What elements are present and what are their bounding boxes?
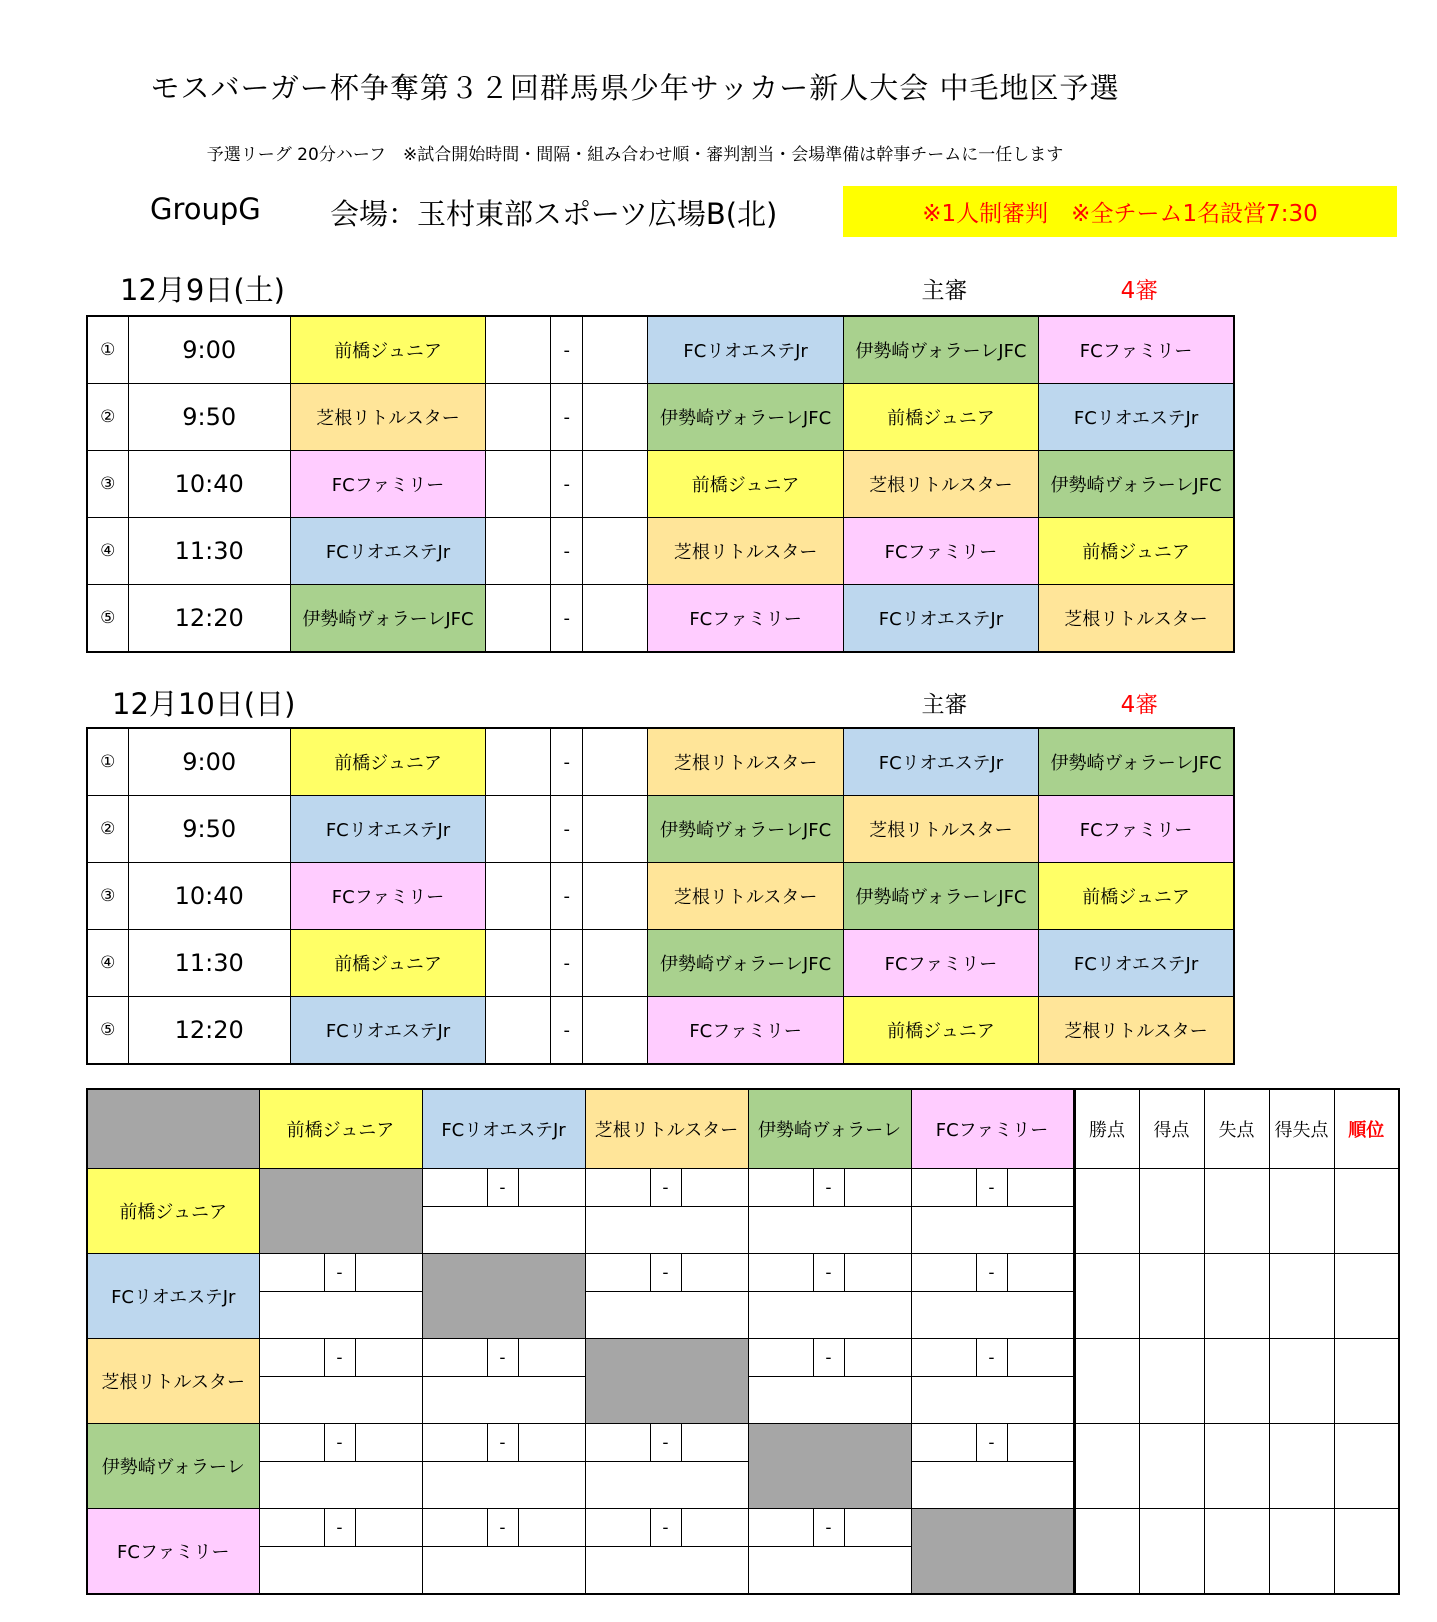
fourth-official-team: FCリオエステJr <box>1039 384 1234 451</box>
fourth-official-team: 前橋ジュニア <box>1039 863 1234 930</box>
away-team: 芝根リトルスター <box>648 518 843 585</box>
match-number: ① <box>87 316 128 384</box>
result-mark <box>423 1377 585 1423</box>
score-separator: - <box>977 1339 1008 1376</box>
league-team-row <box>87 1169 1399 1254</box>
home-team: FCファミリー <box>290 451 485 518</box>
match-time: 9:00 <box>128 728 290 796</box>
league-corner-cell <box>87 1089 259 1169</box>
league-stat-cell <box>1204 1509 1269 1595</box>
home-score <box>486 316 551 384</box>
match-number: ④ <box>87 518 128 585</box>
league-stat-cell <box>1074 1424 1139 1509</box>
league-standings-table <box>86 1088 1400 1595</box>
score-separator: - <box>551 863 583 930</box>
score-for <box>749 1509 814 1546</box>
away-score <box>583 796 648 863</box>
venue-label: 会場：玉村東部スポーツ広場B(北) <box>330 197 778 231</box>
score-for <box>260 1339 325 1376</box>
league-stat-cell <box>1334 1169 1399 1254</box>
league-self-cell <box>422 1254 585 1339</box>
league-stat-cell <box>1139 1339 1204 1424</box>
fourth-official-team: 前橋ジュニア <box>1039 518 1234 585</box>
match-row <box>87 930 1234 997</box>
score-for <box>749 1254 814 1291</box>
league-row-team: 芝根リトルスター <box>87 1339 259 1424</box>
league-stat-cell <box>1269 1509 1334 1595</box>
subtitle: 予選リーグ 20分ハーフ ※試合開始時間・間隔・組み合わせ順・審判割当・会場準備は幹事チームに一任します <box>206 145 1064 165</box>
home-score <box>486 796 551 863</box>
league-result-cell <box>259 1339 422 1424</box>
league-self-cell <box>911 1509 1074 1595</box>
fourth-official-team: 芝根リトルスター <box>1039 997 1234 1065</box>
score-against <box>356 1339 422 1376</box>
score-against <box>356 1254 422 1291</box>
score-separator: - <box>551 518 583 585</box>
home-team: FCリオエステJr <box>290 796 485 863</box>
league-stat-cell <box>1139 1169 1204 1254</box>
score-against <box>356 1509 422 1546</box>
result-mark <box>912 1207 1073 1253</box>
referee-team: 芝根リトルスター <box>843 796 1038 863</box>
day1-fourth-header: 4審 <box>1120 278 1159 304</box>
fourth-official-team: FCリオエステJr <box>1039 930 1234 997</box>
score-against <box>1008 1339 1073 1376</box>
league-stat-cell <box>1204 1169 1269 1254</box>
league-stat-cell <box>1334 1339 1399 1424</box>
league-stat-cell <box>1269 1254 1334 1339</box>
score-against <box>519 1424 585 1461</box>
result-mark <box>260 1292 422 1338</box>
home-team: 伊勢崎ヴォラーレJFC <box>290 585 485 653</box>
fourth-official-team: FCファミリー <box>1039 796 1234 863</box>
away-score <box>583 728 648 796</box>
league-result-cell <box>422 1424 585 1509</box>
league-team-row <box>87 1424 1399 1509</box>
league-stat-cell <box>1269 1424 1334 1509</box>
league-stat-header: 得失点 <box>1269 1089 1334 1169</box>
match-row <box>87 384 1234 451</box>
league-row-team: 伊勢崎ヴォラーレ <box>87 1424 259 1509</box>
result-mark <box>912 1377 1073 1423</box>
league-stat-cell <box>1139 1509 1204 1595</box>
score-separator: - <box>325 1254 356 1291</box>
score-for <box>423 1509 488 1546</box>
score-against <box>356 1424 422 1461</box>
score-against <box>845 1339 911 1376</box>
league-self-cell <box>748 1424 911 1509</box>
match-number: ② <box>87 384 128 451</box>
score-for <box>586 1254 651 1291</box>
home-team: 前橋ジュニア <box>290 728 485 796</box>
league-result-cell <box>911 1254 1074 1339</box>
referee-team: 前橋ジュニア <box>843 384 1038 451</box>
referee-team: FCリオエステJr <box>843 728 1038 796</box>
score-separator: - <box>814 1509 845 1546</box>
score-for <box>423 1424 488 1461</box>
score-separator: - <box>551 585 583 653</box>
score-separator: - <box>551 997 583 1065</box>
score-separator: - <box>977 1169 1008 1206</box>
score-against <box>845 1254 911 1291</box>
match-time: 11:30 <box>128 930 290 997</box>
match-number: ① <box>87 728 128 796</box>
day2-label: 12月10日(日) <box>112 687 296 721</box>
result-mark <box>912 1462 1073 1508</box>
score-separator: - <box>488 1509 519 1546</box>
score-against <box>845 1169 911 1206</box>
match-time: 10:40 <box>128 451 290 518</box>
referee-team: FCリオエステJr <box>843 585 1038 653</box>
league-self-cell <box>259 1169 422 1254</box>
score-for <box>749 1169 814 1206</box>
league-row-team: FCファミリー <box>87 1509 259 1595</box>
league-column-team: 伊勢崎ヴォラーレ <box>748 1089 911 1169</box>
referee-team: FCファミリー <box>843 930 1038 997</box>
home-team: FCリオエステJr <box>290 997 485 1065</box>
league-stat-header: 得点 <box>1139 1089 1204 1169</box>
result-mark <box>586 1207 748 1253</box>
score-against <box>519 1169 585 1206</box>
home-score <box>486 863 551 930</box>
league-result-cell <box>585 1509 748 1595</box>
match-time: 9:00 <box>128 316 290 384</box>
score-separator: - <box>488 1424 519 1461</box>
score-separator: - <box>977 1254 1008 1291</box>
league-column-team: FCリオエステJr <box>422 1089 585 1169</box>
match-number: ③ <box>87 863 128 930</box>
score-separator: - <box>551 316 583 384</box>
league-result-cell <box>585 1254 748 1339</box>
league-team-row <box>87 1339 1399 1424</box>
match-row <box>87 316 1234 384</box>
score-for <box>423 1169 488 1206</box>
match-time: 12:20 <box>128 585 290 653</box>
match-time: 9:50 <box>128 384 290 451</box>
away-team: 伊勢崎ヴォラーレJFC <box>648 796 843 863</box>
league-result-cell <box>911 1169 1074 1254</box>
away-score <box>583 997 648 1065</box>
score-separator: - <box>651 1169 682 1206</box>
home-score <box>486 451 551 518</box>
away-team: 前橋ジュニア <box>648 451 843 518</box>
league-stat-cell <box>1204 1339 1269 1424</box>
score-for <box>912 1339 977 1376</box>
match-row <box>87 997 1234 1065</box>
score-separator: - <box>551 451 583 518</box>
result-mark <box>749 1292 911 1338</box>
score-separator: - <box>651 1424 682 1461</box>
day1-label: 12月9日(土) <box>120 273 285 307</box>
score-separator: - <box>651 1254 682 1291</box>
score-separator: - <box>814 1339 845 1376</box>
result-mark <box>260 1547 422 1593</box>
league-stat-cell <box>1074 1254 1139 1339</box>
league-self-cell <box>585 1339 748 1424</box>
result-mark <box>749 1207 911 1253</box>
day1-referee-header: 主審 <box>921 278 968 304</box>
score-separator: - <box>551 728 583 796</box>
result-mark <box>912 1292 1073 1338</box>
score-for <box>260 1424 325 1461</box>
match-row <box>87 728 1234 796</box>
match-number: ⑤ <box>87 997 128 1065</box>
away-team: 伊勢崎ヴォラーレJFC <box>648 930 843 997</box>
score-separator: - <box>325 1509 356 1546</box>
day2-referee-header: 主審 <box>921 692 968 718</box>
league-stat-cell <box>1334 1509 1399 1595</box>
home-score <box>486 728 551 796</box>
league-result-cell <box>259 1254 422 1339</box>
league-result-cell <box>422 1339 585 1424</box>
referee-team: 芝根リトルスター <box>843 451 1038 518</box>
fourth-official-team: FCファミリー <box>1039 316 1234 384</box>
home-score <box>486 585 551 653</box>
score-separator: - <box>551 930 583 997</box>
score-against <box>682 1254 748 1291</box>
league-result-cell <box>422 1509 585 1595</box>
score-separator: - <box>977 1424 1008 1461</box>
fourth-official-team: 伊勢崎ヴォラーレJFC <box>1039 451 1234 518</box>
league-team-row <box>87 1509 1399 1595</box>
score-against <box>1008 1424 1073 1461</box>
away-team: 芝根リトルスター <box>648 863 843 930</box>
match-time: 12:20 <box>128 997 290 1065</box>
away-team: 伊勢崎ヴォラーレJFC <box>648 384 843 451</box>
league-stat-header: 勝点 <box>1074 1089 1139 1169</box>
league-header-row <box>87 1089 1399 1169</box>
match-time: 9:50 <box>128 796 290 863</box>
match-number: ⑤ <box>87 585 128 653</box>
result-mark <box>749 1377 911 1423</box>
league-result-cell <box>259 1424 422 1509</box>
referee-team: 伊勢崎ヴォラーレJFC <box>843 863 1038 930</box>
away-team: FCファミリー <box>648 997 843 1065</box>
away-score <box>583 451 648 518</box>
home-team: 前橋ジュニア <box>290 930 485 997</box>
league-stat-cell <box>1204 1424 1269 1509</box>
score-against <box>682 1169 748 1206</box>
home-score <box>486 384 551 451</box>
score-against <box>845 1509 911 1546</box>
league-stat-cell <box>1139 1424 1204 1509</box>
score-against <box>519 1339 585 1376</box>
league-result-cell <box>748 1509 911 1595</box>
league-stat-cell <box>1334 1424 1399 1509</box>
league-row-team: FCリオエステJr <box>87 1254 259 1339</box>
league-result-cell <box>748 1254 911 1339</box>
score-for <box>586 1424 651 1461</box>
league-team-row <box>87 1254 1399 1339</box>
score-separator: - <box>325 1424 356 1461</box>
away-score <box>583 585 648 653</box>
score-for <box>749 1339 814 1376</box>
match-number: ④ <box>87 930 128 997</box>
score-for <box>423 1339 488 1376</box>
result-mark <box>586 1547 748 1593</box>
match-time: 10:40 <box>128 863 290 930</box>
away-score <box>583 863 648 930</box>
fourth-official-team: 伊勢崎ヴォラーレJFC <box>1039 728 1234 796</box>
league-row-team: 前橋ジュニア <box>87 1169 259 1254</box>
league-result-cell <box>585 1169 748 1254</box>
match-row <box>87 518 1234 585</box>
referee-team: 伊勢崎ヴォラーレJFC <box>843 316 1038 384</box>
score-against <box>682 1509 748 1546</box>
score-against <box>1008 1169 1073 1206</box>
score-for <box>912 1254 977 1291</box>
league-stat-cell <box>1334 1254 1399 1339</box>
match-row <box>87 796 1234 863</box>
score-separator: - <box>488 1169 519 1206</box>
league-result-cell <box>748 1169 911 1254</box>
league-column-team: 前橋ジュニア <box>259 1089 422 1169</box>
away-score <box>583 518 648 585</box>
score-separator: - <box>488 1339 519 1376</box>
result-mark <box>423 1207 585 1253</box>
away-score <box>583 930 648 997</box>
result-mark <box>586 1292 748 1338</box>
score-separator: - <box>551 384 583 451</box>
day1-schedule-table <box>86 315 1235 653</box>
result-mark <box>423 1462 585 1508</box>
result-mark <box>260 1377 422 1423</box>
day2-schedule-table <box>86 727 1235 1065</box>
score-for <box>260 1254 325 1291</box>
home-score <box>486 997 551 1065</box>
referee-team: FCファミリー <box>843 518 1038 585</box>
match-number: ③ <box>87 451 128 518</box>
league-stat-header: 順位 <box>1334 1089 1399 1169</box>
score-against <box>519 1509 585 1546</box>
home-team: FCリオエステJr <box>290 518 485 585</box>
league-result-cell <box>422 1169 585 1254</box>
away-score <box>583 384 648 451</box>
away-score <box>583 316 648 384</box>
referee-team: 前橋ジュニア <box>843 997 1038 1065</box>
match-number: ② <box>87 796 128 863</box>
away-team: FCファミリー <box>648 585 843 653</box>
result-mark <box>260 1462 422 1508</box>
home-score <box>486 930 551 997</box>
league-result-cell <box>911 1339 1074 1424</box>
day2-fourth-header: 4審 <box>1120 692 1159 718</box>
home-score <box>486 518 551 585</box>
match-row <box>87 585 1234 653</box>
score-separator: - <box>551 796 583 863</box>
league-column-team: 芝根リトルスター <box>585 1089 748 1169</box>
league-stat-cell <box>1074 1169 1139 1254</box>
notice-banner: ※1人制審判 ※全チーム1名設営7:30 <box>843 186 1397 237</box>
result-mark <box>749 1547 911 1593</box>
match-row <box>87 451 1234 518</box>
league-stat-cell <box>1269 1339 1334 1424</box>
league-result-cell <box>748 1339 911 1424</box>
match-time: 11:30 <box>128 518 290 585</box>
score-for <box>586 1509 651 1546</box>
score-for <box>586 1169 651 1206</box>
score-separator: - <box>651 1509 682 1546</box>
score-against <box>682 1424 748 1461</box>
home-team: FCファミリー <box>290 863 485 930</box>
match-row <box>87 863 1234 930</box>
league-result-cell <box>911 1424 1074 1509</box>
league-stat-cell <box>1269 1169 1334 1254</box>
league-stat-header: 失点 <box>1204 1089 1269 1169</box>
league-result-cell <box>259 1509 422 1595</box>
page-title: モスバーガー杯争奪第３２回群馬県少年サッカー新人大会 中毛地区予選 <box>150 71 1120 105</box>
league-result-cell <box>585 1424 748 1509</box>
score-for <box>912 1424 977 1461</box>
league-stat-cell <box>1204 1254 1269 1339</box>
away-team: 芝根リトルスター <box>648 728 843 796</box>
league-column-team: FCファミリー <box>911 1089 1074 1169</box>
score-for <box>912 1169 977 1206</box>
home-team: 芝根リトルスター <box>290 384 485 451</box>
score-separator: - <box>325 1339 356 1376</box>
league-stat-cell <box>1074 1509 1139 1595</box>
result-mark <box>586 1462 748 1508</box>
score-against <box>1008 1254 1073 1291</box>
fourth-official-team: 芝根リトルスター <box>1039 585 1234 653</box>
league-stat-cell <box>1139 1254 1204 1339</box>
score-separator: - <box>814 1254 845 1291</box>
score-separator: - <box>814 1169 845 1206</box>
league-stat-cell <box>1074 1339 1139 1424</box>
result-mark <box>423 1547 585 1593</box>
score-for <box>260 1509 325 1546</box>
group-label: GroupG <box>150 192 261 226</box>
home-team: 前橋ジュニア <box>290 316 485 384</box>
away-team: FCリオエステJr <box>648 316 843 384</box>
